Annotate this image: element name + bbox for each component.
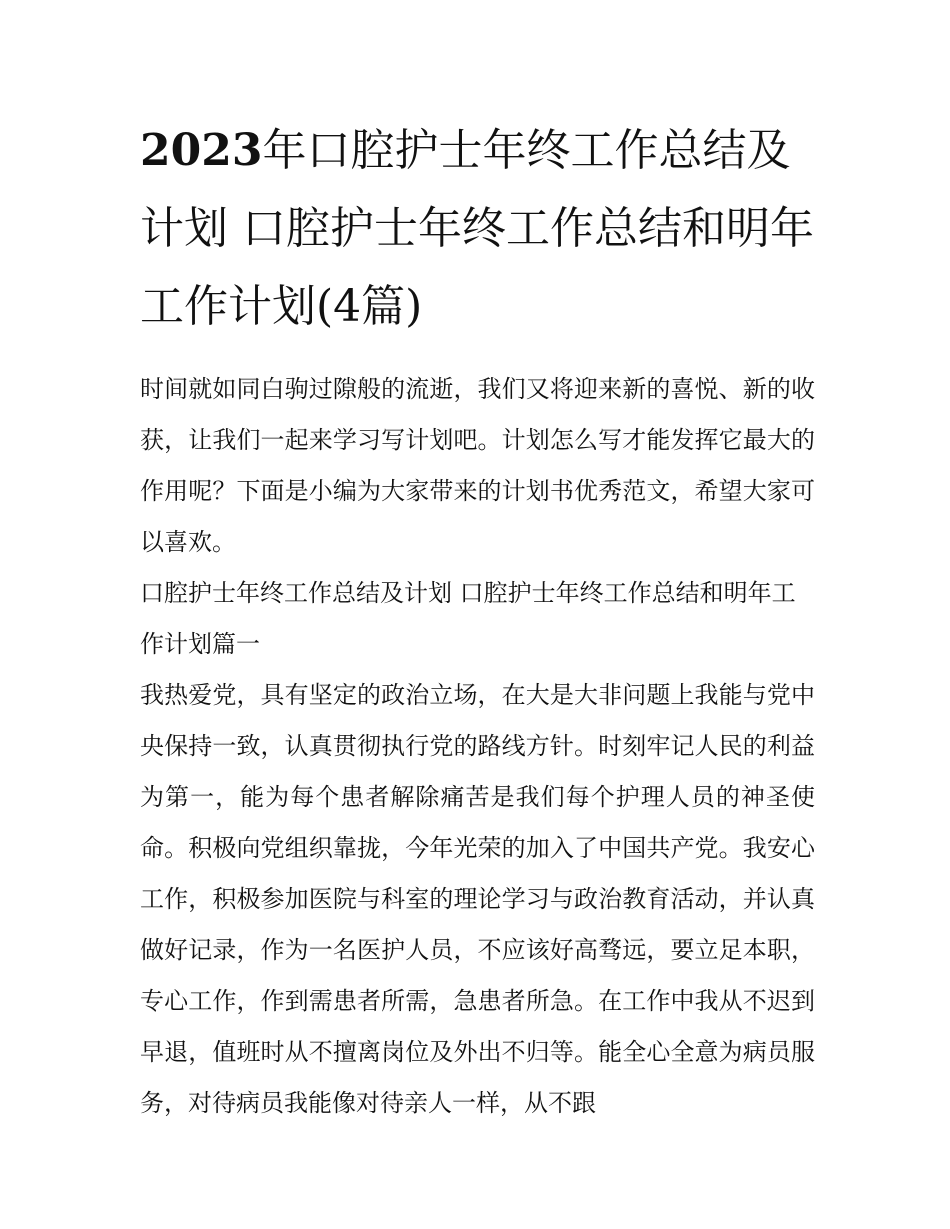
body-paragraph: 我热爱党，具有坚定的政治立场，在大是大非问题上我能与党中央保持一致，认真贯彻执行党的路线方针。时刻牢记人民的利益为第一，能为每个患者解除痛苦是我们每个护理人员的神圣使命。积极向党组织靠拢，今年光荣的加入了中国共产党。我安心工作，积极参加医院与科室的理论学习与政治教育活动，并认真做好记录，作为一名医护人员，不应该好高骛远，要立足本职，专心工作，作到需患者所需，急患者所急。在工作中我从不迟到早退，值班时从不擅离岗位及外出不归等。能全心全意为病员服务，对待病员我能像对待亲人一样，从不跟 bbox=[140, 681, 815, 1117]
title-text: 年口腔护士年终工作总结及计划 口腔护士年终工作总结和明年工作计划(4篇) bbox=[140, 125, 814, 332]
document-page bbox=[140, 112, 815, 1129]
document-title bbox=[140, 112, 815, 346]
title-year: 2023 bbox=[140, 125, 263, 176]
section-title: 口腔护士年终工作总结及计划 口腔护士年终工作总结和明年工作计划篇一 bbox=[140, 579, 796, 658]
intro-paragraph: 时间就如同白驹过隙般的流逝，我们又将迎来新的喜悦、新的收获，让我们一起来学习写计划吧。计划怎么写才能发挥它最大的作用呢？下面是小编为大家带来的计划书优秀范文，希望大家可以喜欢。 bbox=[140, 375, 815, 556]
